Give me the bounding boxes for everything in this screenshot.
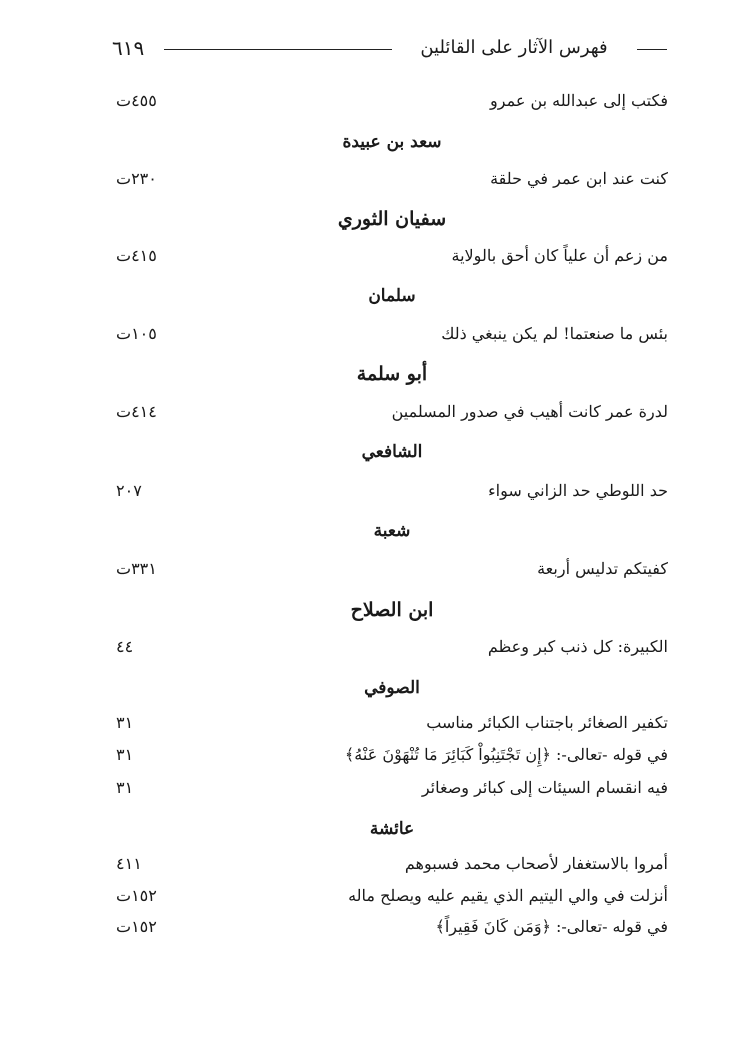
entry-text: كفيتكم تدليس أربعة: [537, 559, 668, 578]
narrator-heading: سلمان: [368, 286, 416, 306]
index-entry: [116, 634, 668, 660]
running-title: فهرس الآثار على القائلين: [420, 37, 608, 58]
index-entry: [116, 775, 668, 801]
header-rule: [164, 49, 392, 50]
page-number: ٦١٩: [112, 36, 145, 60]
index-entry: [116, 883, 668, 909]
entry-reference: ٤١٤ت: [116, 402, 157, 421]
entry-reference: ٣١: [116, 745, 134, 764]
entry-reference: ١٠٥ت: [116, 324, 157, 343]
entry-text: أنزلت في والي اليتيم الذي يقيم عليه ويصلح ماله: [348, 886, 668, 905]
entry-reference: ٤١٥ت: [116, 246, 157, 265]
entry-reference: ٢٣٠ت: [116, 169, 157, 188]
index-entry: [116, 478, 668, 504]
entry-text: في قوله -تعالى-: ﴿وَمَن كَانَ فَقِيراً﴾: [435, 917, 668, 936]
narrator-heading: سعد بن عبيدة: [342, 132, 442, 152]
index-entry: [116, 243, 668, 269]
entry-text: من زعم أن علياً كان أحق بالولاية: [451, 246, 668, 265]
entry-reference: ٤٤: [116, 637, 134, 656]
narrator-heading: الصوفي: [364, 678, 420, 698]
entry-reference: ٤١١: [116, 854, 142, 873]
narrator-heading: أبو سلمة: [356, 363, 428, 385]
entry-reference: ١٥٢ت: [116, 917, 157, 936]
entry-reference: ٣١: [116, 713, 134, 732]
entry-text: الكبيرة: كل ذنب كبر وعظم: [487, 637, 668, 656]
index-entry: [116, 88, 668, 114]
running-header: [112, 36, 667, 62]
entry-text: فيه انقسام السيئات إلى كبائر وصغائر: [421, 778, 668, 797]
narrator-heading: ابن الصلاح: [350, 599, 434, 621]
entry-reference: ٢٠٧: [116, 481, 142, 500]
index-entry: [116, 742, 668, 768]
entry-reference: ٤٥٥ت: [116, 91, 157, 110]
index-entry: [116, 556, 668, 582]
entry-text: في قوله -تعالى-: ﴿إِن تَجْتَنِبُواْ كَبَائِرَ مَا تُنْهَوْنَ عَنْهُ﴾: [344, 745, 668, 764]
entry-text: حد اللوطي حد الزاني سواء: [488, 481, 668, 500]
index-entry: [116, 710, 668, 736]
entry-reference: ١٥٢ت: [116, 886, 157, 905]
narrator-heading: عائشة: [369, 819, 415, 839]
index-entry: [116, 399, 668, 425]
entry-text: فكتب إلى عبدالله بن عمرو: [490, 91, 668, 110]
narrator-heading: الشافعي: [361, 442, 423, 462]
index-entry: [116, 166, 668, 192]
entry-text: بئس ما صنعتما! لم يكن ينبغي ذلك: [441, 324, 668, 343]
entry-text: كنت عند ابن عمر في حلقة: [490, 169, 668, 188]
entry-text: لدرة عمر كانت أهيب في صدور المسلمين: [391, 402, 668, 421]
index-entry: [116, 914, 668, 940]
index-entry: [116, 851, 668, 877]
entry-reference: ٣٣١ت: [116, 559, 157, 578]
entry-text: تكفير الصغائر باجتناب الكبائر مناسب: [426, 713, 668, 732]
narrator-heading: شعبة: [373, 521, 411, 541]
header-rule: [637, 49, 667, 50]
index-entry: [116, 321, 668, 347]
narrator-heading: سفيان الثوري: [337, 208, 447, 230]
entry-text: أمروا بالاستغفار لأصحاب محمد فسبوهم: [404, 854, 668, 873]
entry-reference: ٣١: [116, 778, 134, 797]
